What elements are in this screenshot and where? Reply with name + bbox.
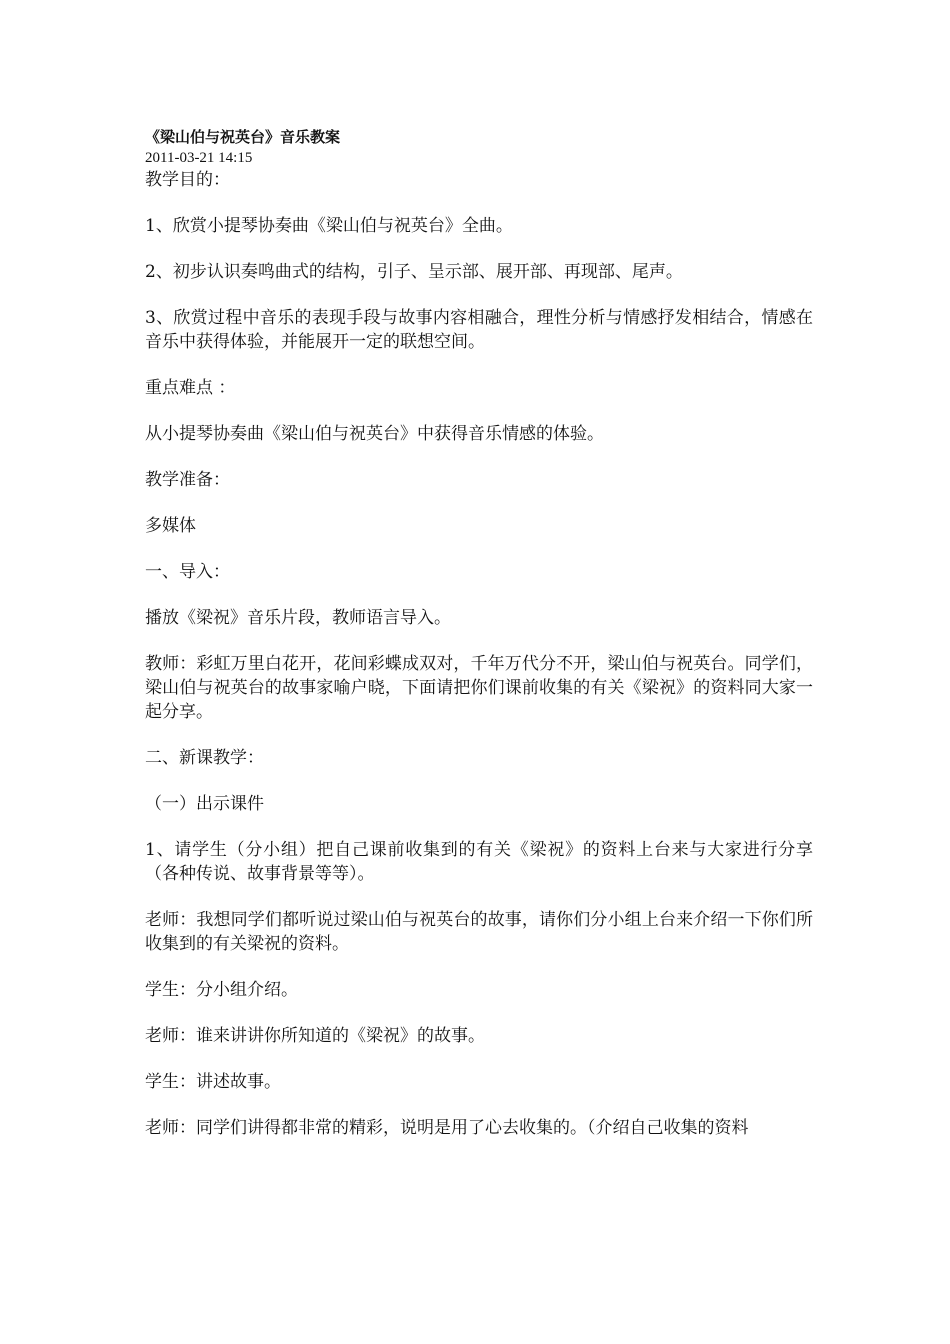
paragraph-teaching-goals-heading: 教学目的： (145, 170, 230, 190)
paragraph-intro-heading: 一、导入： (145, 562, 230, 582)
paragraph-teacher-story: 老师：谁来讲讲你所知道的《梁祝》的故事。 (145, 1026, 485, 1046)
paragraph-goal-3: 3、欣赏过程中音乐的表现手段与故事内容相融合，理性分析与情感抒发相结合，情感在音乐中获得体验，并能展开一定的联想空间。 (145, 308, 813, 352)
paragraph-new-lesson-heading: 二、新课教学： (145, 748, 264, 768)
paragraph-student-story: 学生：讲述故事。 (145, 1072, 281, 1092)
paragraph-teacher-praise: 老师：同学们讲得都非常的精彩，说明是用了心去收集的。（介绍自己收集的资料 (145, 1118, 749, 1138)
paragraph-key-points: 从小提琴协奏曲《梁山伯与祝英台》中获得音乐情感的体验。 (145, 424, 604, 444)
paragraph-courseware-heading: （一）出示课件 (145, 794, 264, 814)
paragraph-goal-2: 2、初步认识奏鸣曲式的结构，引子、呈示部、展开部、再现部、尾声。 (145, 262, 683, 282)
document-date: 2011-03-21 14:15 (145, 150, 253, 166)
paragraph-preparation-heading: 教学准备： (145, 470, 230, 490)
document-title: 《梁山伯与祝英台》音乐教案 (145, 128, 341, 146)
paragraph-intro: 播放《梁祝》音乐片段，教师语言导入。 (145, 608, 451, 628)
paragraph-preparation: 多媒体 (145, 516, 196, 536)
paragraph-student-groups: 学生：分小组介绍。 (145, 980, 298, 1000)
document-page (145, 126, 813, 1162)
paragraph-group-sharing: 1、请学生（分小组）把自己课前收集到的有关《梁祝》的资料上台来与大家进行分享（各种传说、故事背景等等）。 (145, 840, 813, 884)
paragraph-goal-1: 1、欣赏小提琴协奏曲《梁山伯与祝英台》全曲。 (145, 216, 513, 236)
paragraph-teacher-intro: 教师：彩虹万里白花开，花间彩蝶成双对，千年万代分不开，梁山伯与祝英台。同学们，梁山伯与祝英台的故事家喻户晓，下面请把你们课前收集的有关《梁祝》的资料同大家一起分享。 (145, 654, 813, 722)
paragraph-teacher-groups: 老师：我想同学们都听说过梁山伯与祝英台的故事，请你们分小组上台来介绍一下你们所收集到的有关梁祝的资料。 (145, 910, 813, 954)
paragraph-key-points-heading: 重点难点 ： (145, 378, 236, 398)
